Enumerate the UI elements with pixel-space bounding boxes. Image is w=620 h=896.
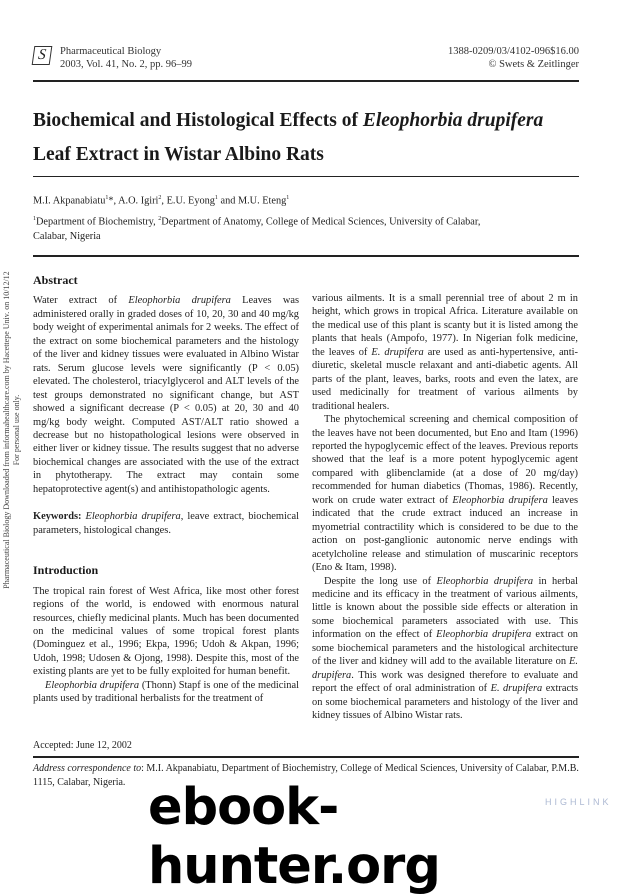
keywords: [33, 510, 299, 537]
authors: [33, 191, 289, 208]
introduction-heading: Introduction: [33, 563, 99, 578]
intro-paragraph: [312, 575, 578, 723]
left-column: [33, 274, 299, 706]
italic-text: Eleophorbia drupifera: [85, 511, 181, 523]
abstract-heading: Abstract: [33, 273, 78, 287]
text-segment: Water extract of: [33, 295, 129, 307]
author-name: M.I. Akpanabiatu: [33, 195, 106, 207]
text-segment: The phytochemical screening and chemical composition of the leaves have not been documented, but Eno and Itam (1996) reported the hypoglycemic effect of the leaves. Previous reports showed that the leaf is a more potent hypoglycemic agent compared with glibenclamide (at a dose of 20 mg/day) recommended for human diabetics (Thomas, 1986). Recently, work on crude water extract of: [312, 414, 578, 506]
text-segment: Leaves was administered orally in graded doses of 10, 20, 30 and 40 mg/kg body weight of experimental animals for 2 weeks. The effect of the extract on some biochemical parameters and the histology of the liver and kidney tissues were evaluated in Albino Wistar rats. Serum glucose levels were significantly (P < 0.05) elevated. The cholesterol, triacylglycerol and ALT levels of the test groups demonstrated no significant change, but AST showed a significant decrease (P < 0.05) at 20, 30 and 40 mg/kg body weight. Computed AST/ALT ratio showed a decrease but no histopathological lesions were observed in either liver or kidney tissue. The results suggest that no adverse biochemical changes are associated with the use of the extract in phytotherapy. The extract may contain some hepatoprotective agent(s) and antihistopathologic agents.: [33, 295, 300, 495]
abstract-body: [33, 294, 299, 496]
author-name: E.U. Eyong: [166, 195, 215, 207]
author-affiliation-mark: 1: [214, 195, 218, 201]
copyright: © Swets & Zeitlinger: [488, 59, 579, 70]
text-segment: The tropical rain forest of West Africa, like most other forest regions of the world, is endowed with enormous natural resources, chiefly medicinal plants. Much has been documented on the medicinal values of some tropical forest plants (Dominguez et al., 1996; Ekpa, 1996; Udoh & Akpan, 1996; Udoh, 1998; Udosen & Ojong, 1998). Despite this, most of the existing plants are yet to be fully exploited for human benefit.: [33, 585, 299, 678]
issn: 1388-0209/03/4102-096$16.00: [448, 46, 579, 57]
title-rule: [33, 176, 579, 177]
intro-paragraph: [312, 292, 578, 413]
author-affiliation-mark: 1: [286, 195, 290, 201]
text-segment: extracts on some biochemical parameters and histology of the liver and kidney tissues of Albino Wistar rats.: [312, 683, 579, 722]
journal-rights: [448, 45, 579, 71]
intro-paragraph: [312, 413, 578, 574]
personal-use-line: For personal use only.: [12, 394, 21, 466]
watermark: ebook-hunter.org: [148, 778, 440, 896]
author-affiliation-mark: 1: [105, 195, 109, 201]
intro-paragraph: [33, 679, 299, 706]
italic-text: Eleophorbia drupifera: [452, 494, 548, 506]
text-segment: extract on some biochemical parameters and the histological architecture of the liver and kidney will add to the available literature on: [312, 629, 578, 668]
accepted-date: Accepted: June 12, 2002: [33, 740, 132, 751]
italic-text: E. drupifera: [312, 656, 578, 681]
aff-mark: 2: [158, 216, 162, 222]
italic-text: Eleophorbia drupifera: [128, 295, 231, 307]
journal-info: [60, 45, 192, 71]
title-line2: Leaf Extract in Wistar Albino Rats: [33, 144, 324, 165]
aff-mark: 1: [33, 216, 36, 222]
affiliation: [33, 212, 513, 244]
publisher-logo: S: [32, 46, 53, 65]
header-rule: [33, 80, 579, 82]
text-segment: are used as anti-hypertensive, anti-diuretic, skeletal muscle relaxant and anti-diabetic agents. All parts of the plant, leaves, barks, roots and even the latex, are used medicinally for treatment of various ailments by traditional healers.: [312, 346, 578, 412]
footer-rule: [33, 756, 579, 758]
author-separator: and: [217, 195, 238, 207]
title-species: Eleophorbia drupifera: [362, 110, 544, 131]
title-part: Biochemical and Histological Effects of: [33, 110, 363, 131]
aff-text: Department of Biochemistry,: [36, 216, 159, 228]
right-column: [312, 292, 578, 723]
text-segment: (Thonn) Stapf is one of the medicinal plants used by traditional herbalists for the treatment of: [33, 679, 299, 705]
author-rule: [33, 255, 579, 257]
journal-name: Pharmaceutical Biology: [60, 46, 162, 57]
author-separator: ,: [161, 195, 167, 207]
author-affiliation-mark: 2: [158, 195, 162, 201]
text-segment: . This work was designed therefore to evaluate and report the effect of oral administration of: [312, 669, 578, 695]
article-title: [33, 104, 579, 172]
italic-text: E. drupifera: [490, 683, 543, 695]
aff-text: Department of Anatomy, College of Medical Sciences, University of Calabar, Calabar, Nigeria: [33, 216, 481, 243]
correspondence-address: : M.I. Akpanabiatu, Department of Biochemistry, College of Medical Sciences, University of Calabar, P.M.B. 1115, Calabar, Nigeria.: [33, 763, 579, 788]
intro-paragraph: [33, 585, 299, 679]
italic-text: E. drupifera: [371, 346, 424, 358]
text-segment: various ailments. It is a small perennial tree of about 2 m in height, which grows in tropical Africa. Literature available on the medical use of this plant is scanty but it is listed among the plants that heals (Ampofo, 1977). In Nigerian folk medicine, the leaves of: [312, 293, 578, 358]
author-separator: *,: [108, 195, 119, 207]
italic-text: Eleophorbia drupifera: [436, 575, 534, 587]
correspondence-label: Address correspondence to: [33, 763, 142, 774]
text-segment: leaves indicated that the crude extract induced an increase in myometrial contractility which is considered to be due to the action on post-ganglionic autonomic nerve endings with acetylcholine release and stimulation of muscarinic receptors (Eno & Itam, 1998).: [312, 494, 578, 574]
text-segment: in herbal medicine and its efficacy in the treatment of various ailments, little is known about the possible side effects or alteration in some biochemical parameters associated with use. This information on the effect of: [312, 575, 578, 641]
italic-text: Eleophorbia drupifera: [45, 679, 140, 691]
text-segment: Despite the long use of: [324, 575, 437, 587]
keywords-label: Keywords:: [33, 511, 82, 523]
text-segment: , leave extract, biochemical parameters, histological changes.: [33, 511, 299, 536]
highlink-logo: HIGHLINK: [545, 797, 612, 807]
download-notice: [2, 245, 22, 615]
author-name: A.O. Igiri: [118, 195, 159, 207]
journal-citation: 2003, Vol. 41, No. 2, pp. 96–99: [60, 59, 193, 70]
author-name: M.U. Eteng: [237, 195, 287, 207]
download-line: Pharmaceutical Biology Downloaded from informahealthcare.com by Hacettepe Univ. on 10/12/12: [2, 271, 11, 589]
italic-text: Eleophorbia drupifera: [436, 629, 532, 641]
